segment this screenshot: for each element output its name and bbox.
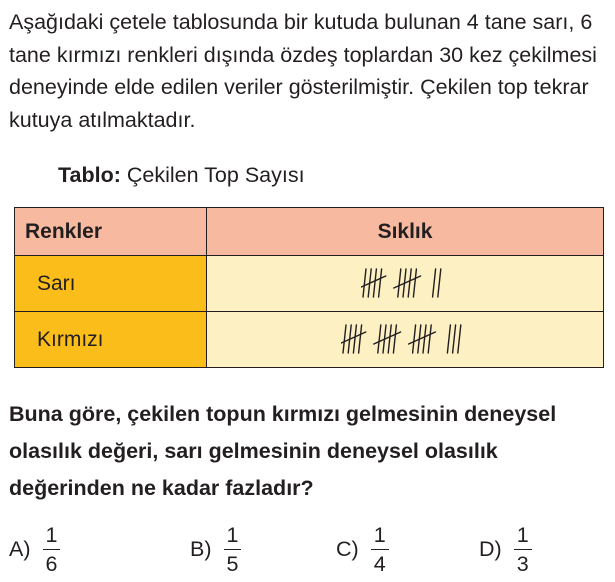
table-row xyxy=(15,312,604,368)
tally-stroke xyxy=(458,325,461,353)
tally-stroke xyxy=(363,269,366,297)
tally-strike xyxy=(374,332,401,344)
tally-stroke xyxy=(378,325,381,353)
tally-stroke xyxy=(379,269,382,297)
tally-stroke xyxy=(393,325,396,353)
table-header-row xyxy=(15,208,604,256)
tally-stroke xyxy=(433,269,436,297)
tally-stroke xyxy=(447,325,450,353)
option-b-numerator: 1 xyxy=(224,523,242,550)
tally-stroke xyxy=(413,325,416,353)
tally-stroke xyxy=(353,325,356,353)
tally-table xyxy=(14,207,604,368)
tally-stroke xyxy=(413,269,416,297)
option-d-denominator: 3 xyxy=(516,551,529,576)
header-colors: Renkler xyxy=(15,208,207,256)
row-label-yellow: Sarı xyxy=(15,256,207,312)
row-label-red: Kırmızı xyxy=(15,312,207,368)
option-b[interactable] xyxy=(190,520,241,578)
tally-stroke xyxy=(423,325,426,353)
option-d-numerator: 1 xyxy=(514,523,532,550)
option-b-denominator: 5 xyxy=(226,551,239,576)
question-text: Buna göre, çekilen topun kırmızı gelmesinin deneysel olasılık değeri, sarı gelmesinin deneysel olasılık değerinden ne kadar fazladır? xyxy=(9,402,557,500)
option-c-numerator: 1 xyxy=(371,523,389,550)
tally-stroke xyxy=(388,325,391,353)
tally-strike xyxy=(394,276,421,288)
tally-stroke xyxy=(343,325,346,353)
option-c-letter: C) xyxy=(336,536,359,561)
tally-marks-red xyxy=(341,323,469,357)
option-a[interactable] xyxy=(9,520,60,578)
option-a-numerator: 1 xyxy=(43,523,61,550)
row-tally-yellow xyxy=(207,256,604,312)
table-caption-prefix: Tablo: xyxy=(58,163,121,187)
problem-intro-text: Aşağıdaki çetele tablosunda bir kutuda bulunan 4 tane sarı, 6 tane kırmızı renkleri dışında özdeş toplardan 30 kez çekilmesi deneyinde elde edilen veriler gösterilmiştir. Çekilen top tekrar kutuya atılmaktadır. xyxy=(9,10,597,132)
option-c-fraction xyxy=(371,523,389,576)
tally-strike xyxy=(409,332,436,344)
tally-stroke xyxy=(428,325,431,353)
option-a-denominator: 6 xyxy=(45,551,58,576)
option-b-fraction xyxy=(224,523,242,576)
option-d-fraction xyxy=(514,523,532,576)
tally-stroke xyxy=(373,269,376,297)
tally-stroke xyxy=(453,325,456,353)
table-row xyxy=(15,256,604,312)
tally-stroke xyxy=(408,269,411,297)
header-frequency: Sıklık xyxy=(207,208,604,256)
option-b-letter: B) xyxy=(190,536,212,561)
option-d[interactable] xyxy=(479,520,532,578)
tally-marks-yellow xyxy=(361,267,449,301)
option-c-denominator: 4 xyxy=(373,551,386,576)
option-c[interactable] xyxy=(336,520,389,578)
option-d-letter: D) xyxy=(479,536,502,561)
row-tally-red xyxy=(207,312,604,368)
tally-stroke xyxy=(438,269,441,297)
tally-stroke xyxy=(359,325,362,353)
option-a-letter: A) xyxy=(9,536,31,561)
option-a-fraction xyxy=(43,523,61,576)
table-caption-title: Çekilen Top Sayısı xyxy=(126,163,305,187)
tally-stroke xyxy=(398,269,401,297)
table-caption xyxy=(58,160,305,190)
